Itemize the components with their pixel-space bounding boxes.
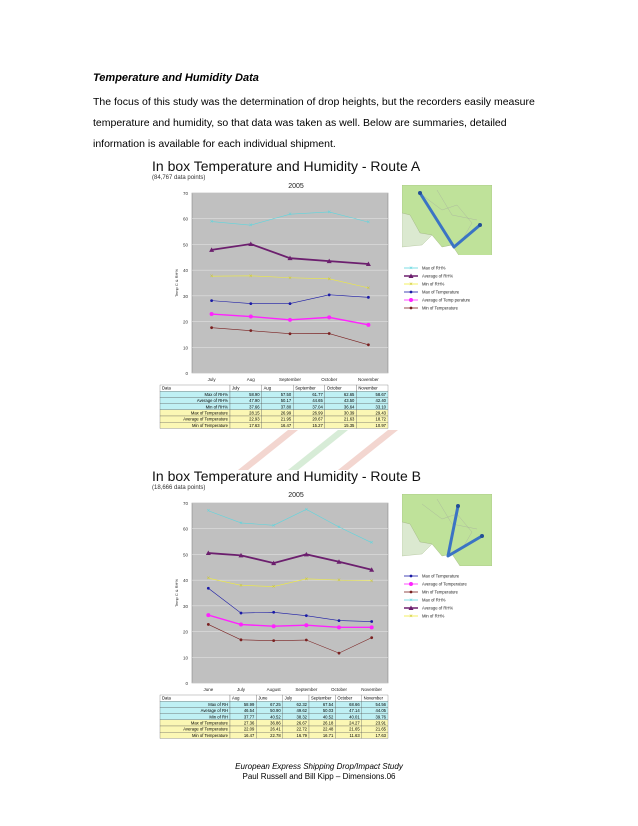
- legend-marker: [409, 582, 413, 586]
- data-point: ×: [288, 275, 292, 282]
- chart-b-title: In box Temperature and Humidity - Route B: [152, 468, 421, 484]
- data-point: [210, 312, 214, 316]
- data-point: [249, 329, 252, 332]
- data-point: [366, 323, 370, 327]
- table-header-text: October: [337, 695, 353, 701]
- table-cell-value: 22.78: [270, 732, 281, 738]
- footer-line-1: European Express Shipping Drop/Impact Study: [235, 762, 403, 771]
- x-tick-label: July: [236, 687, 246, 692]
- data-point: ×: [271, 523, 276, 530]
- data-point: [289, 302, 292, 305]
- x-tick-label: June: [203, 687, 214, 692]
- data-point: [328, 332, 331, 335]
- table-cell-value: 16.71: [322, 732, 334, 738]
- table-cell-value: 26.99: [312, 410, 323, 416]
- table-cell-value: 40.01: [349, 714, 360, 720]
- table-cell-value: 47.90: [249, 398, 260, 404]
- data-point: ×: [239, 583, 243, 590]
- data-point: ×: [288, 212, 292, 219]
- data-point: [370, 625, 374, 629]
- data-point: [338, 619, 341, 622]
- chart-b-subtitle: (18,666 data points): [152, 485, 206, 491]
- table-cell-value: 27.36: [243, 720, 255, 726]
- data-point: [337, 625, 341, 629]
- legend-label: Max of Temperature: [422, 289, 460, 295]
- legend-marker: [410, 291, 413, 294]
- table-cell-value: 24.27: [349, 720, 360, 726]
- table-cell-value: 17.63: [375, 732, 386, 738]
- table-cell-value: 39.76: [375, 714, 386, 720]
- table-cell-value: 40.52: [270, 714, 281, 720]
- table-header-text: October: [326, 385, 342, 391]
- table-header-text: June: [258, 695, 268, 701]
- table-row-label: Average of Temperature: [183, 416, 228, 422]
- table-cell-value: 62.32: [296, 701, 307, 707]
- table-cell-value: 57.50: [280, 391, 292, 397]
- chart-b-year: 2005: [288, 492, 304, 499]
- table-cell-value: 50.03: [322, 708, 334, 714]
- table-cell-value: 15.27: [312, 422, 323, 428]
- legend-label: Average of Temperature: [422, 581, 467, 587]
- data-point: [207, 587, 210, 590]
- table-cell-value: 67.54: [322, 701, 334, 707]
- table-cell-value: 58.67: [375, 391, 386, 397]
- table-cell-value: 17.63: [249, 422, 260, 428]
- chart-b: [150, 495, 400, 745]
- table-cell-value: 38.32: [296, 714, 307, 720]
- table-cell-value: 37.04: [312, 404, 323, 410]
- x-tick-label: September: [295, 687, 318, 692]
- legend-label: Average of Temp perature: [422, 297, 471, 303]
- table-cell-value: 20.67: [312, 416, 323, 422]
- table-cell-value: 22.48: [322, 726, 334, 732]
- legend-label: Max of Temperature: [422, 573, 460, 579]
- data-point: ×: [304, 507, 309, 514]
- table-cell-value: 36.86: [270, 720, 281, 726]
- y-axis-label: Temp C & RH%: [174, 268, 179, 298]
- plot-area: [192, 193, 388, 373]
- x-tick-label: September: [278, 377, 302, 382]
- legend-label: Max of RH%: [422, 265, 446, 271]
- data-point: ×: [337, 578, 341, 585]
- y-tick-label: 60: [182, 526, 188, 532]
- table-header-text: July: [232, 385, 240, 391]
- table-cell-value: 16.47: [280, 422, 292, 428]
- data-point: [305, 614, 308, 617]
- data-point: [304, 623, 308, 627]
- table-cell-value: 58.90: [249, 391, 260, 397]
- data-point: [210, 299, 213, 302]
- y-tick-label: 10: [182, 655, 188, 661]
- chart-b-legend: [400, 570, 492, 622]
- route-endpoint: [418, 191, 422, 195]
- data-point: [210, 326, 213, 329]
- table-cell-value: 62.65: [343, 391, 355, 397]
- route-endpoint: [456, 504, 460, 508]
- legend-marker: ×: [409, 598, 413, 604]
- table-cell-value: 22.93: [249, 416, 260, 422]
- table-row-label: Min of RH: [209, 714, 228, 720]
- y-tick-label: 50: [182, 242, 188, 248]
- data-point: [249, 302, 252, 305]
- table-header-text: Data: [162, 385, 171, 391]
- data-point: ×: [366, 220, 371, 227]
- data-point: [289, 332, 292, 335]
- table-cell-value: 50.90: [270, 708, 281, 714]
- route-b-map: [402, 494, 492, 566]
- x-tick-label: October: [330, 687, 348, 692]
- table-cell-value: 26.67: [296, 720, 307, 726]
- table-cell-value: 16.79: [296, 732, 307, 738]
- y-tick-label: 20: [182, 319, 188, 325]
- footer: [0, 762, 638, 782]
- y-tick-label: 20: [182, 629, 188, 635]
- chart-a: [150, 185, 400, 435]
- data-point: ×: [249, 273, 253, 280]
- table-cell-value: 61.77: [312, 391, 323, 397]
- table-header-text: July: [284, 695, 293, 701]
- x-tick-label: October: [321, 377, 338, 382]
- data-point: ×: [366, 285, 371, 292]
- table-cell-value: 49.62: [296, 708, 307, 714]
- table-cell-value: 22.09: [243, 726, 255, 732]
- table-cell-value: 68.66: [349, 701, 360, 707]
- data-point: [367, 296, 370, 299]
- data-point: [338, 652, 341, 655]
- legend-label: Max of RH%: [422, 597, 446, 603]
- data-point: [305, 639, 308, 642]
- table-cell-value: 21.63: [343, 416, 355, 422]
- y-tick-label: 70: [182, 191, 188, 196]
- x-tick-label: July: [207, 377, 216, 382]
- table-cell-value: 11.63: [349, 732, 360, 738]
- table-cell-value: 16.47: [243, 732, 255, 738]
- table-header-text: November: [363, 695, 383, 701]
- data-point: ×: [209, 219, 214, 226]
- data-point: ×: [206, 576, 211, 583]
- table-cell-value: 37.66: [249, 404, 260, 410]
- table-cell-value: 58.99: [243, 701, 255, 707]
- data-point: [288, 318, 292, 322]
- table-cell-value: 18.72: [375, 416, 386, 422]
- data-point: ×: [249, 223, 253, 230]
- legend-marker: ×: [409, 282, 413, 288]
- table-cell-value: 67.25: [270, 701, 281, 707]
- table-cell-value: 33.10: [375, 404, 386, 410]
- table-row-label: Max of RH%: [204, 391, 228, 397]
- table-row-label: Min of Temperature: [192, 732, 228, 738]
- y-tick-label: 40: [182, 268, 188, 274]
- table-header-text: November: [358, 385, 378, 391]
- table-cell-value: 54.56: [375, 701, 386, 707]
- data-point: [327, 315, 331, 319]
- legend-marker: [410, 575, 413, 578]
- table-cell-value: 36.64: [343, 404, 355, 410]
- intro-paragraph: [93, 92, 553, 155]
- data-point: [239, 623, 243, 627]
- table-header-text: September: [311, 695, 332, 701]
- table-cell-value: 50.17: [280, 398, 292, 404]
- data-point: ×: [239, 520, 243, 527]
- x-tick-label: August: [266, 687, 281, 692]
- table-cell-value: 15.35: [343, 422, 355, 428]
- table-cell-value: 30.39: [343, 410, 355, 416]
- y-tick-label: 40: [182, 578, 188, 584]
- table-cell-value: 44.65: [312, 398, 323, 404]
- table-cell-value: 37.77: [243, 714, 255, 720]
- data-point: ×: [369, 540, 374, 547]
- legend-label: Min of Temperature: [422, 305, 458, 311]
- table-row-label: Min of RH%: [205, 404, 228, 410]
- table-row-label: Average of RH: [200, 708, 228, 714]
- legend-label: Min of RH%: [422, 613, 445, 619]
- table-row-label: Max of Temperature: [190, 720, 228, 726]
- route-a-map: [402, 185, 492, 255]
- table-cell-value: 21.95: [280, 416, 292, 422]
- data-point: [370, 636, 373, 639]
- table-cell-value: 28.15: [249, 410, 260, 416]
- x-tick-label: November: [361, 687, 383, 692]
- y-tick-label: 0: [185, 681, 188, 686]
- table-cell-value: 29.43: [375, 410, 386, 416]
- data-point: [328, 293, 331, 296]
- data-point: [272, 611, 275, 614]
- legend-label: Min of Temperature: [422, 589, 458, 595]
- data-point: ×: [327, 276, 331, 283]
- legend-marker: [410, 307, 413, 310]
- data-point: ×: [209, 274, 214, 281]
- table-row-label: Average of RH%: [196, 398, 228, 404]
- table-cell-value: 46.54: [243, 708, 255, 714]
- legend-label: Average of RH%: [422, 273, 454, 279]
- route-endpoint: [478, 223, 482, 227]
- y-axis-label: Temp C & RH%: [174, 578, 179, 608]
- data-point: ×: [369, 578, 374, 585]
- table-row-label: Min of Temperature: [192, 422, 228, 428]
- table-cell-value: 40.52: [322, 714, 334, 720]
- data-point: [367, 343, 370, 346]
- data-point: [207, 623, 210, 626]
- y-tick-label: 50: [182, 552, 188, 558]
- data-point: [370, 620, 373, 623]
- y-tick-label: 0: [185, 371, 188, 376]
- legend-label: Min of RH%: [422, 281, 445, 287]
- legend-marker: ×: [409, 614, 413, 620]
- chart-a-subtitle: (84,767 data points): [152, 175, 206, 181]
- y-tick-label: 30: [182, 293, 188, 299]
- table-cell-value: 23.91: [375, 720, 386, 726]
- table-cell-value: 47.14: [349, 708, 360, 714]
- chart-a-title: In box Temperature and Humidity - Route A: [152, 158, 421, 174]
- section-heading: Temperature and Humidity Data: [93, 72, 259, 84]
- data-point: ×: [337, 525, 341, 532]
- data-point: ×: [206, 508, 211, 515]
- legend-label: Average of RH%: [422, 605, 454, 611]
- paragraph-line: information is available for each individual shipment.: [93, 138, 336, 150]
- legend-marker: [410, 591, 413, 594]
- chart-a-legend: [400, 262, 490, 314]
- table-cell-value: 37.80: [280, 404, 292, 410]
- y-tick-label: 10: [182, 345, 188, 351]
- table-cell-value: 26.41: [270, 726, 281, 732]
- table-cell-value: 10.97: [375, 422, 386, 428]
- x-tick-label: November: [358, 377, 379, 382]
- data-point: [206, 613, 210, 617]
- data-point: ×: [271, 584, 276, 591]
- legend-marker: [409, 298, 413, 302]
- table-header-text: Data: [162, 695, 171, 701]
- table-cell-value: 42.40: [375, 398, 386, 404]
- table-cell-value: 43.50: [343, 398, 355, 404]
- table-cell-value: 21.65: [375, 726, 386, 732]
- x-tick-label: Aug: [246, 377, 255, 382]
- data-point: [240, 638, 243, 641]
- data-point: [240, 612, 243, 615]
- data-point: ×: [304, 576, 309, 583]
- chart-a-year: 2005: [288, 183, 304, 190]
- data-point: [272, 624, 276, 628]
- y-tick-label: 70: [182, 501, 188, 506]
- table-row-label: Max of Temperature: [190, 410, 228, 416]
- data-point: [272, 639, 275, 642]
- table-row-label: Max of RH: [208, 701, 228, 707]
- data-point: ×: [327, 209, 331, 216]
- route-endpoint: [480, 534, 484, 538]
- table-cell-value: 22.72: [296, 726, 307, 732]
- paragraph-line: temperature and humidity, so that data was taken as well. Below are summaries, detailed: [93, 117, 507, 129]
- y-tick-label: 30: [182, 603, 188, 609]
- table-cell-value: 26.18: [322, 720, 334, 726]
- table-header-text: September: [295, 385, 316, 391]
- table-cell-value: 26.99: [280, 410, 292, 416]
- data-point: [249, 315, 253, 319]
- y-tick-label: 60: [182, 216, 188, 222]
- legend-marker: ×: [409, 266, 413, 272]
- paragraph-line: The focus of this study was the determination of drop heights, but the recorders easily measure: [93, 96, 535, 108]
- table-header-text: Aug: [232, 695, 240, 701]
- table-cell-value: 21.65: [349, 726, 360, 732]
- table-header-text: Aug: [263, 385, 272, 391]
- footer-line-2: Paul Russell and Bill Kipp – Dimensions.06: [242, 772, 396, 781]
- plot-area: [192, 503, 388, 683]
- table-row-label: Average of Temperature: [183, 726, 228, 732]
- table-cell-value: 44.05: [375, 708, 386, 714]
